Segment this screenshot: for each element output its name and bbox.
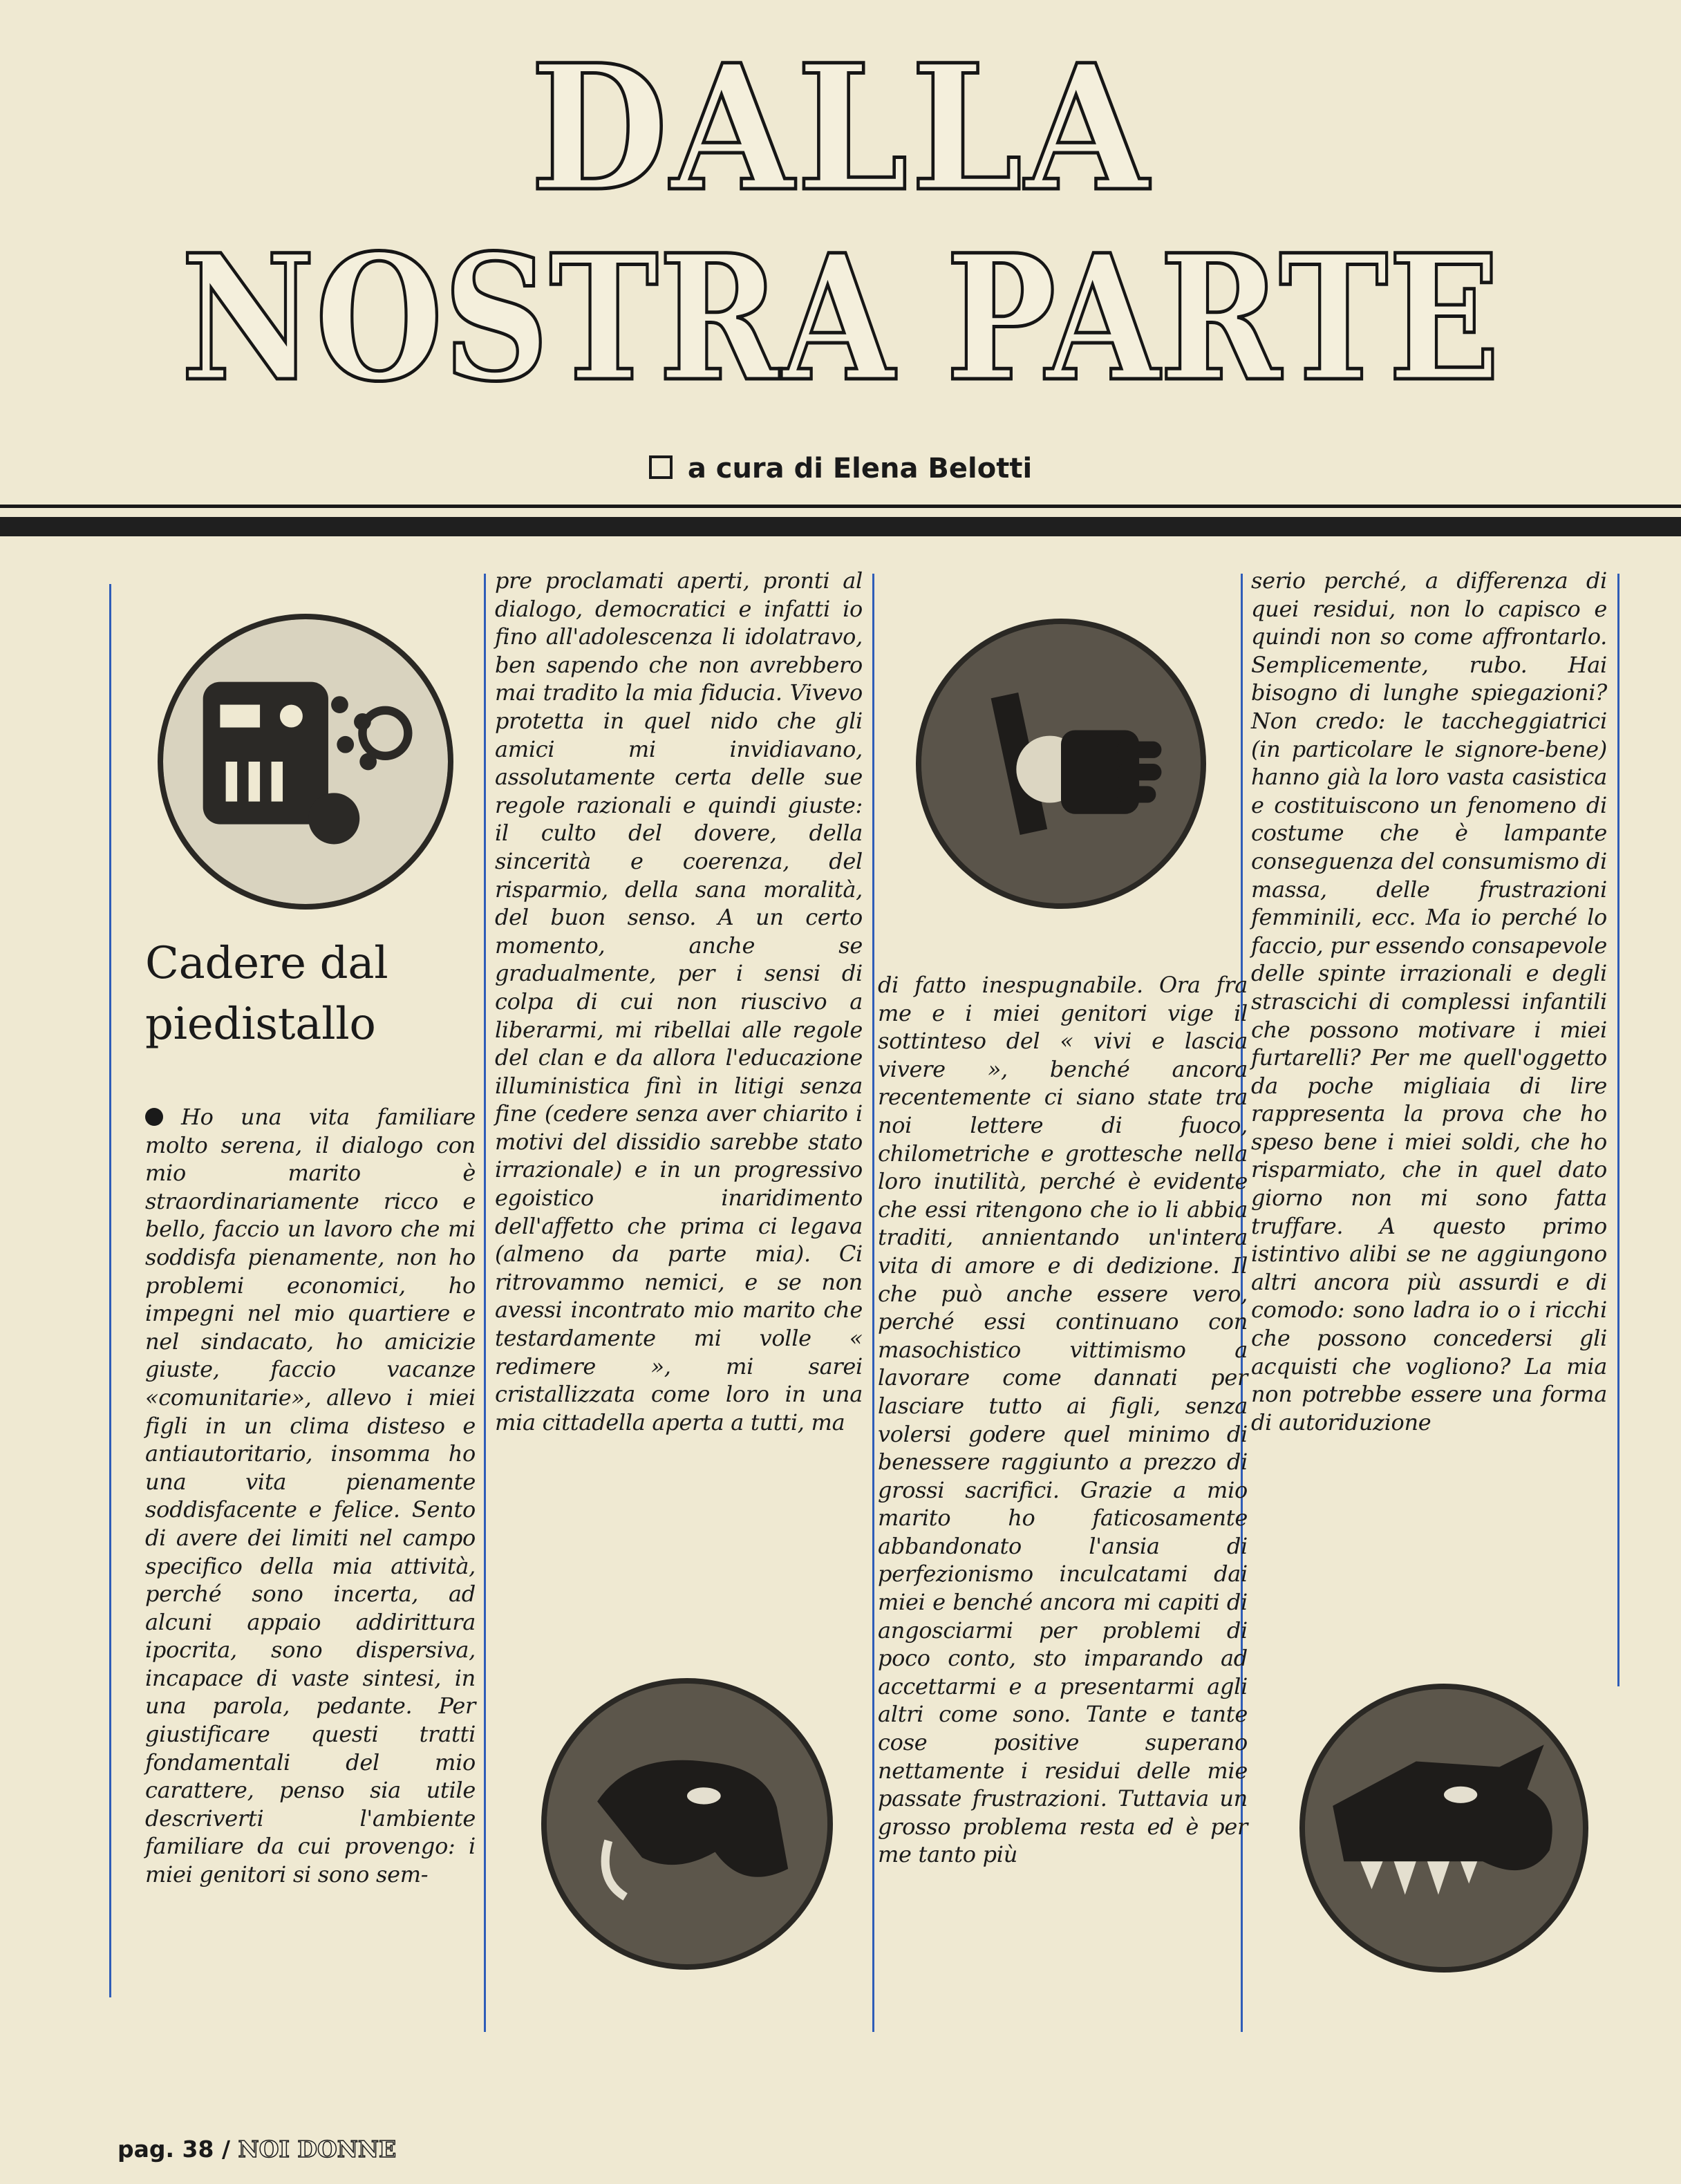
article-column-3 xyxy=(878,567,1248,1869)
byline xyxy=(0,453,1681,484)
article-text-col-3: di fatto inespugnabile. Ora fra me e i miei genitori vige il sottinteso del « vivi e lascia vivere », benché ancora recentemente ci siano state tra noi lettere di fuoco, chilometriche e grottesche nella loro inutilità, perché è evidente che essi ritengono che io li abbia traditi, annientando un'intera vita di amore e di dedizione. Il che può anche essere vero, perché essi continuano con masochistico vittimismo a lavorare come dannati per lasciare tutto ai figli, senza volersi godere quel minimo di benessere raggiunto a prezzo di grossi sacrifici. Grazie a mio marito ho faticosamente abbandonato l'ansia di perfezionismo inculcatami dai miei e benché ancora mi capiti di angosciarmi per problemi di poco conto, sto imparando ad accettarmi e a presentarmi agli altri come sono. Tante e tante cose positive superano nettamente i residui delle mie passate frustrazioni. Tuttavia un grosso problema resta ed è per me tanto più xyxy=(878,972,1248,1868)
page-footer xyxy=(118,2136,396,2163)
article-text-col-4: serio perché, a differenza di quei residui, non lo capisco e quindi non so come affrontarlo. Semplicemente, rubo. Hai bisogno di lunghe spiegazioni? Non credo: le taccheggiatrici (in particolare le signore-bene) hanno già la loro vasta casistica e costituiscono un fenomeno di costume che è lampante conseguenza del consumismo di massa, delle frustrazioni femminili, ecc. Ma io perché lo faccio, pur essendo consapevole delle spinte irrazionali e degli strascichi di complessi infantili che possono motivare i miei furtarelli? Per me quell'oggetto da poche migliaia di lire rappresenta la prova che ho speso bene i miei soldi, che ho risparmiato, che in quel dato giorno non mi sono fatta truffare. A questo primo istintivo alibi se ne aggiungono altri ancora più assurdi e di comodo: sono ladra io o i ricchi che possono concedersi gli acquisti che vogliono? La mia non potrebbe essere una forma di autoriduzione xyxy=(1251,567,1607,1435)
aztec-wolf-medallion-icon xyxy=(1299,1684,1588,1973)
column-rule xyxy=(484,574,486,2032)
magazine-name: NOI DONNE xyxy=(238,2136,397,2163)
article-text-col-1: Ho una vita familiare molto serena, il dialogo con mio marito è straordinariamente ricco e bello, faccio un lavoro che mi soddisfa pienamente, non ho problemi economici, ho impegni nel mio quartiere e nel sindacato, ho amicizie giuste, faccio vacanze «comunitarie», allevo i miei figli in un clima disteso e antiautoritario, insomma ho una vita pienamente soddisfacente e felice. Sento di avere dei limiti nel campo specifico della mia attività, perché sono incerta, ad alcuni appaio addirittura ipocrita, sono dispersiva, incapace di vaste sintesi, in una parola, pedante. Per giustificare questi tratti fondamentali del mio carattere, penso sia utile descriverti l'ambiente familiare da cui provengo: i miei genitori si sono sem- xyxy=(145,1104,476,1888)
bullet-icon xyxy=(145,1108,163,1126)
masthead xyxy=(0,26,1681,420)
article-column-2 xyxy=(495,567,863,1436)
article-column-4 xyxy=(1251,567,1607,1436)
column-rule xyxy=(872,574,874,2032)
article-text-col-2: pre proclamati aperti, pronti al dialogo, democratici e infatti io fino all'adolescenza li idolatravo, ben sapendo che non avrebbero mai tradito la mia fiducia. Vivevo protetta in quel nido che gli amici mi invidiavano, assolutamente certa delle sue regole razionali e quindi giuste: il culto del dovere, della sincerità e coerenza, del risparmio, della sana moralità, del buon senso. A un certo momento, anche se gradualmente, per i sensi di colpa di cui non riuscivo a liberarmi, mi ribellai alle regole del clan e da allora l'educazione illuministica finì in litigi senza fine (cedere senza aver chiarito i motivi del dissidio sarebbe stato irrazionale) e in un progressivo egoistico inaridimento dell'affetto che prima ci legava (almeno da parte mia). Ci ritrovammo nemici, e se non avessi incontrato mio marito che testardamente mi volle « redimere », mi sarei cristallizzata come loro in una mia cittadella aperta a tutti, ma xyxy=(495,567,863,1435)
masthead-line-2: NOSTRA PARTE xyxy=(180,216,1501,420)
article-headline: Cadere dal piedistallo xyxy=(145,938,388,1050)
divider-thick xyxy=(0,517,1681,536)
page-number: pag. 38 xyxy=(118,2136,214,2163)
byline-text: a cura di Elena Belotti xyxy=(687,453,1033,484)
footer-separator: / xyxy=(221,2136,231,2163)
masthead-line-1: DALLA xyxy=(529,26,1152,229)
divider-thin xyxy=(0,505,1681,508)
aztec-serpent-medallion-icon xyxy=(541,1678,833,1970)
article-column-1 xyxy=(145,567,476,1889)
checkbox-square-icon xyxy=(649,455,673,479)
column-rule xyxy=(109,584,111,1997)
column-rule xyxy=(1617,574,1619,1686)
